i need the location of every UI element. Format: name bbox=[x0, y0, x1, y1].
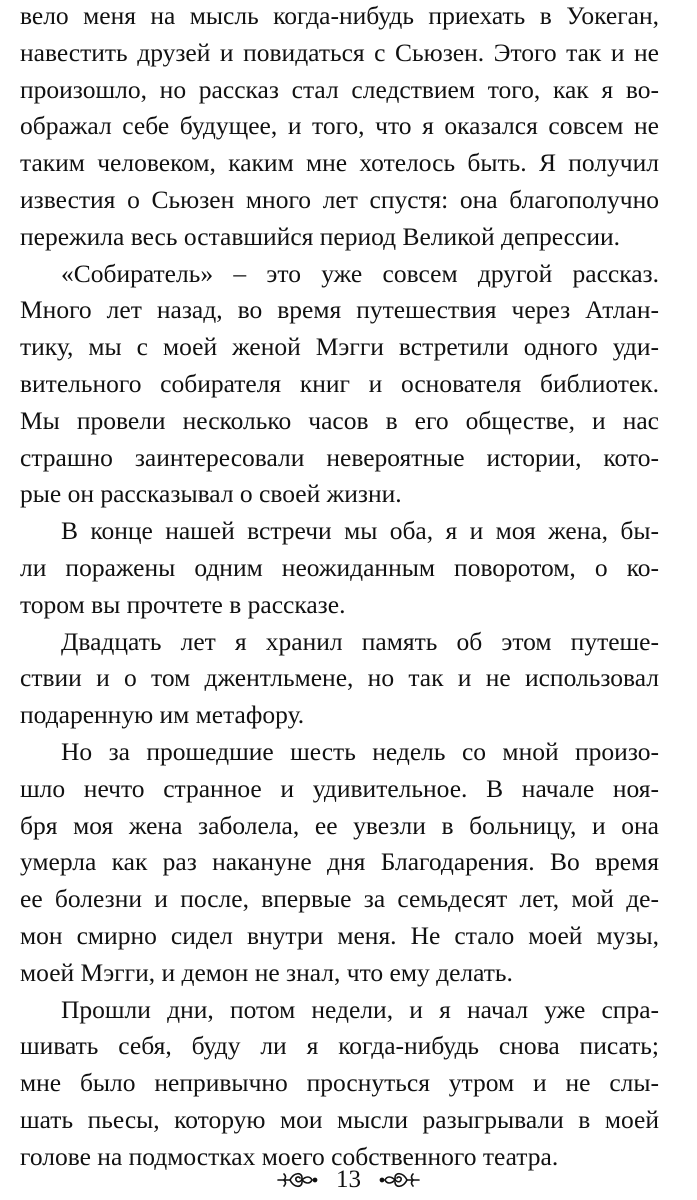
text-line: бря моя жена заболела, ее увезли в больницу, и она bbox=[20, 810, 659, 840]
text-line: рые он рассказывал о своей жизни. bbox=[20, 479, 402, 509]
page-footer bbox=[0, 1163, 697, 1197]
text-line: вительного собирателя книг и основателя библиотек. bbox=[20, 368, 659, 398]
paragraph bbox=[20, 734, 659, 992]
paragraph bbox=[20, 624, 659, 734]
text-line: Но за прошедшие шесть недель со мной произо- bbox=[61, 736, 659, 766]
flourish-ornament-left-icon bbox=[276, 1166, 318, 1194]
paragraph bbox=[20, 0, 659, 256]
text-line: произошло, но рассказ стал следствием того, как я во- bbox=[20, 74, 659, 104]
text-line: страшно заинтересовали невероятные истории, кото- bbox=[20, 442, 659, 472]
text-line: ображал себе будущее, и того, что я оказался совсем не bbox=[20, 111, 659, 141]
text-line: Много лет назад, во время путешествия через Атлан- bbox=[20, 295, 659, 325]
text-line: В конце нашей встречи мы оба, я и моя жена, бы- bbox=[61, 516, 659, 546]
text-line: шивать себя, буду ли я когда-нибудь снова писать; bbox=[20, 1031, 659, 1061]
text-line: голове на подмостках моего собственного театра. bbox=[20, 1141, 559, 1171]
text-line: вело меня на мысль когда-нибудь приехать в Уокеган, bbox=[20, 1, 659, 30]
text-line: пережила весь оставшийся период Великой депрессии. bbox=[20, 221, 620, 251]
text-line: Двадцать лет я хранил память об этом путеше- bbox=[61, 626, 659, 656]
paragraph bbox=[20, 992, 659, 1176]
text-line: известия о Сьюзен много лет спустя: она благополучно bbox=[20, 184, 659, 214]
text-line: мне было непривычно проснуться утром и не слы- bbox=[20, 1068, 659, 1098]
text-line: шло нечто странное и удивительное. В начале ноя- bbox=[20, 773, 659, 803]
text-line: подаренную им метафору. bbox=[20, 700, 305, 730]
body-text bbox=[20, 0, 659, 1176]
text-line: моей Мэгги, и демон не знал, что ему делать. bbox=[20, 957, 513, 987]
text-line: тором вы прочтете в рассказе. bbox=[20, 589, 346, 619]
page-number: 13 bbox=[336, 1166, 361, 1193]
text-line: Прошли дни, потом недели, и я начал уже спра- bbox=[61, 994, 659, 1024]
text-line: «Собиратель» – это уже совсем другой рассказ. bbox=[61, 258, 659, 288]
text-line: шать пьесы, которую мои мысли разыгрывали в моей bbox=[20, 1104, 659, 1134]
text-line: тику, мы с моей женой Мэгги встретили одного уди- bbox=[20, 332, 659, 362]
text-line: ли поражены одним неожиданным поворотом, о ко- bbox=[20, 552, 659, 582]
text-line: таким человеком, каким мне хотелось быть. Я получил bbox=[20, 148, 659, 178]
paragraph bbox=[20, 513, 659, 623]
flourish-ornament-right-icon bbox=[379, 1166, 421, 1194]
text-line: ее болезни и после, впервые за семьдесят лет, мой де- bbox=[20, 884, 659, 914]
text-line: умерла как раз накануне дня Благодарения. Во время bbox=[20, 847, 659, 877]
text-line: навестить друзей и повидаться с Сьюзен. Этого так и не bbox=[20, 37, 659, 67]
text-line: Мы провели несколько часов в его обществе, и нас bbox=[20, 405, 659, 435]
text-line: ствии и о том джентльмене, но так и не использовал bbox=[20, 663, 659, 693]
text-line: мон смирно сидел внутри меня. Не стало моей музы, bbox=[20, 920, 659, 950]
paragraph bbox=[20, 256, 659, 514]
